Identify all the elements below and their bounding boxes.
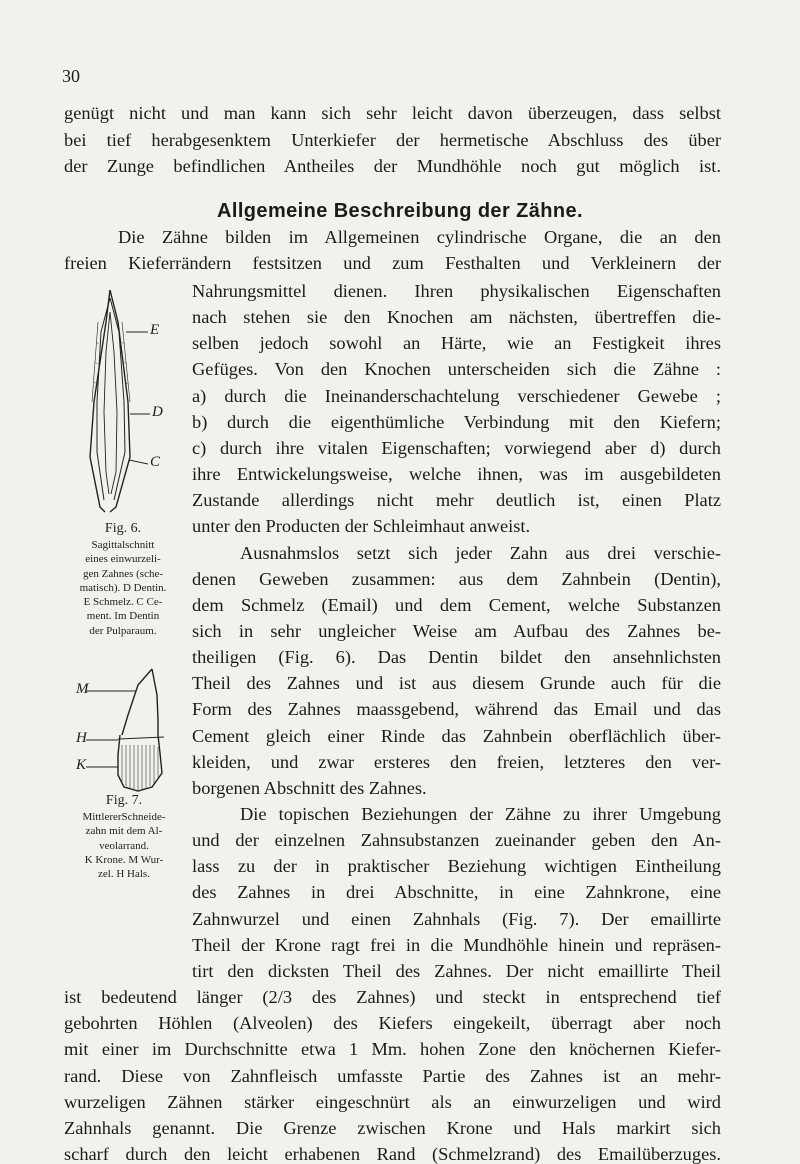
bottom-line: rand. Diese von Zahnfleisch umfasste Partie des Zahnes ist an mehr- xyxy=(64,1065,721,1086)
column-line: c) durch ihre vitalen Eigenschaften; vorwiegend aber d) durch xyxy=(192,437,721,458)
intro-line-2: bei tief herabgesenktem Unterkiefer der hermetische Abschluss des über xyxy=(64,130,721,150)
fig6-label-c: C xyxy=(150,454,161,470)
fig6-label-e: E xyxy=(150,322,160,338)
bottom-line: scharf durch den leicht erhabenen Rand (Schmelzrand) des Emailüberzuges. xyxy=(64,1143,721,1164)
fig6-label-d: D xyxy=(152,404,163,420)
caption-line: zahn mit dem Al- xyxy=(85,825,163,838)
tooth-section-diagram xyxy=(70,282,180,517)
column-line: Ausnahmslos setzt sich jeder Zahn aus drei verschie- xyxy=(240,542,721,563)
bottom-line: ist bedeutend länger (2/3 des Zahnes) und steckt in entsprechend tief xyxy=(64,987,721,1008)
bottom-line: Zahnhals genannt. Die Grenze zwischen Krone und Hals markirt sich xyxy=(64,1117,721,1138)
incisor-diagram xyxy=(78,665,188,795)
figure-7-title: Fig. 7. xyxy=(105,793,143,808)
column-line: Zustande allerdings nicht mehr deutlich ist, einen Platz xyxy=(192,490,721,511)
column-line: Theil der Krone ragt frei in die Mundhöhle hinein und repräsen- xyxy=(192,934,721,955)
caption-line: K Krone. M Wur- xyxy=(84,853,164,866)
caption-line: Sagittalschnitt xyxy=(91,539,155,551)
column-line: borgenen Abschnitt des Zahnes. xyxy=(192,777,427,798)
figure-7-caption xyxy=(64,792,184,881)
intro-line-1: genügt nicht und man kann sich sehr leicht davon überzeugen, dass selbst xyxy=(64,103,721,123)
column-line: theiligen (Fig. 6). Das Dentin bildet den ansehnlichsten xyxy=(192,647,721,668)
column-line: a) durch die Ineinanderschachtelung verschiedener Gewebe ; xyxy=(192,385,721,406)
column-line: Die topischen Beziehungen der Zähne zu ihrer Umgebung xyxy=(240,804,721,824)
figure-6-title: Fig. 6. xyxy=(104,521,142,536)
column-line: selben jedoch sowohl an Härte, wie an Festigkeit ihres xyxy=(192,333,721,354)
paragraph-line: Die Zähne bilden im Allgemeinen cylindrische Organe, die an den xyxy=(118,227,721,247)
caption-line: der Pulparaum. xyxy=(89,624,157,637)
fig7-label-m: M xyxy=(76,681,89,697)
caption-line: ment. Im Dentin xyxy=(86,610,160,623)
fig7-label-h: H xyxy=(76,730,87,746)
column-line: des Zahnes in drei Abschnitte, in eine Zahnkrone, eine xyxy=(192,882,721,903)
column-line: denen Geweben zusammen: aus dem Zahnbein (Dentin), xyxy=(192,568,721,589)
caption-line: gen Zahnes (sche- xyxy=(82,567,164,580)
column-line: lass zu der in praktischer Beziehung wichtigen Eintheilung xyxy=(192,856,721,877)
column-line: dem Schmelz (Email) und dem Cement, welche Substanzen xyxy=(192,594,721,615)
column-line: Form des Zahnes maassgebend, während das Email und das xyxy=(192,699,721,720)
paragraph-line: freien Kieferrändern festsitzen und zum Festhalten und Verkleinern der xyxy=(64,253,721,273)
column-line: tirt den dicksten Theil des Zahnes. Der nicht emaillirte Theil xyxy=(192,960,721,981)
bottom-line: gebohrten Höhlen (Alveolen) des Kiefers eingekeilt, überragt aber noch xyxy=(64,1013,721,1034)
column-line: sich in sehr ungleicher Weise am Aufbau des Zahnes be- xyxy=(192,620,721,641)
caption-line: veolarrand. xyxy=(99,839,149,852)
column-line: b) durch die eigenthümliche Verbindung mit den Kiefern; xyxy=(192,411,721,432)
column-line: und der einzelnen Zahnsubstanzen zueinander geben den An- xyxy=(192,830,721,851)
column-line: Gefüges. Von den Knochen unterscheiden sich die Zähne : xyxy=(192,359,721,380)
caption-line: MittlererSchneide- xyxy=(82,811,166,823)
figure-6 xyxy=(70,282,180,517)
column-line: nach stehen sie den Knochen am nächsten, übertreffen die- xyxy=(192,307,721,328)
column-line: Cement gleich einer Rinde das Zahnbein oberflächlich über- xyxy=(192,725,721,746)
column-line: Theil des Zahnes und ist aus diesem Grunde auch für die xyxy=(192,673,721,694)
bottom-line: wurzeligen Zähnen stärker eingeschnürt als an einwurzeligen und wird xyxy=(64,1091,721,1112)
column-line: Zahnwurzel und einen Zahnhals (Fig. 7). Der emaillirte xyxy=(192,908,721,929)
intro-line-3: der Zunge befindlichen Antheiles der Mundhöhle noch gut möglich ist. xyxy=(64,156,721,176)
column-line: unter den Producten der Schleimhaut anweist. xyxy=(192,516,531,537)
caption-line: eines einwurzeli- xyxy=(85,553,161,566)
bottom-line: mit einer im Durchschnitte etwa 1 Mm. hohen Zone den knöchernen Kiefer- xyxy=(64,1039,721,1060)
page-number: 30 xyxy=(62,66,80,86)
column-line: Nahrungsmittel dienen. Ihren physikalischen Eigenschaften xyxy=(192,281,721,301)
fig7-label-k: K xyxy=(76,757,87,773)
caption-line: E Schmelz. C Ce- xyxy=(83,596,163,609)
section-heading: Allgemeine Beschreibung der Zähne. xyxy=(217,200,583,222)
figure-7 xyxy=(78,665,188,795)
caption-line: matisch). D Dentin. xyxy=(79,581,167,594)
caption-line: zel. H Hals. xyxy=(98,868,150,881)
column-line: kleiden, und zwar ersteres den freien, letzteres den ver- xyxy=(192,751,721,772)
figure-6-caption xyxy=(62,520,184,638)
column-line: ihre Entwickelungsweise, welche ihnen, was im ausgebildeten xyxy=(192,464,721,485)
